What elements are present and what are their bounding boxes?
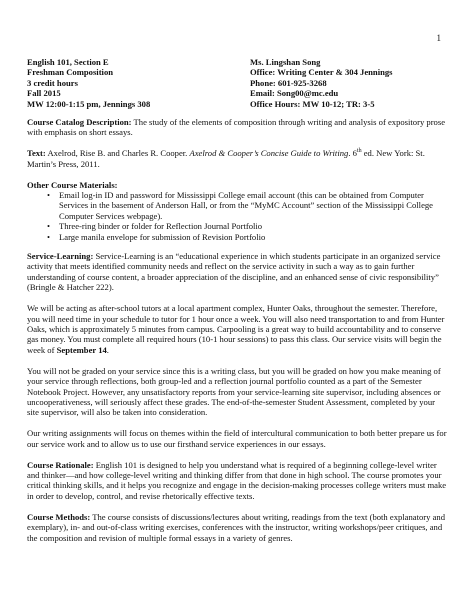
start-date: September 14: [56, 344, 107, 355]
text-edition-sup: th: [356, 148, 362, 155]
list-item: • Large manila envelope for submission of Revision Portfolio: [49, 232, 447, 242]
email: Email: Song00@mc.edu: [250, 88, 339, 99]
page-number: 1: [436, 33, 441, 43]
text-authors: Axelrod, Rise B. and Charles R. Cooper.: [45, 148, 190, 159]
assignments-paragraph: Our writing assignments will focus on themes within the field of intercultural communication to both better prepare us for our service work and to allow us to use our firsthand service experiences in our essays.: [27, 428, 447, 449]
text-title: Axelrod & Cooper’s Concise Guide to Writing: [189, 148, 349, 159]
course-info: [27, 57, 250, 109]
instructor-name: Ms. Lingshan Song: [250, 57, 321, 67]
term: Fall 2015: [27, 88, 61, 99]
service-learning: [27, 251, 447, 293]
service-learning-text: Service-Learning is an “educational experience in which students participate in an organized service activity that meets identified community needs and reflect on the service activity in such a way as to gain further understanding of course content, a broader appreciation of the discipline, and an enhanced sense of civic responsibility” (Bringle & Hatcher 222).: [27, 251, 441, 293]
rationale-label: Course Rationale:: [27, 459, 94, 470]
service-learning-label: Service-Learning:: [27, 251, 94, 262]
course-name: Freshman Composition: [27, 67, 114, 78]
tutoring-end: .: [106, 344, 109, 355]
text-publisher: ed. New York: St. Martin’s Press, 2011.: [27, 148, 425, 169]
office-location: Office: Writing Center & 304 Jennings: [250, 67, 393, 78]
credit-hours: 3 credit hours: [27, 77, 78, 88]
methods-label: Course Methods:: [27, 511, 91, 522]
catalog-description: [27, 117, 447, 138]
text-edition: . 6: [348, 148, 357, 159]
tutoring-paragraph: [27, 303, 447, 355]
meeting-time: MW 12:00-1:15 pm, Jennings 308: [27, 98, 151, 109]
tutoring-text: We will be acting as after-school tutors at a local apartment complex, Hunter Oaks, throughout the semester. Therefore, you will need time in your schedule to tutor for 1 hour once a week. You will also need transportation to and from Hunter Oaks, which is approximately 5 minutes from campus. Carpooling is a great way to build accountability and to conserve gas money. You must complete all required hours (10-1 hour sessions) to pass this class. Our service visits will begin the week of: [27, 303, 445, 355]
instructor-info: [250, 57, 447, 109]
course-methods: [27, 512, 447, 543]
materials-label: Other Course Materials:: [27, 179, 118, 190]
catalog-label: Course Catalog Description:: [27, 117, 132, 127]
office-hours: Office Hours: MW 10-12; TR: 3-5: [250, 98, 375, 109]
grading-paragraph: You will not be graded on your service since this is a writing class, but you will be graded on how you make meaning of your service through reflections, both group-led and a reflection journal portfolio counted as a part of the Semester Notebook Project. However, any unsatisfactory reports from your service-learning site supervisor, including absences or uncooperativeness, will seriously affect these grades. The end-of-the-semester Student Assessment, completed by your site supervisor, will also be taken into consideration.: [27, 365, 441, 418]
other-materials: [27, 180, 447, 242]
course-header: [27, 57, 447, 109]
list-item: • Three-ring binder or folder for Reflection Journal Portfolio: [49, 221, 447, 231]
materials-list: [27, 190, 447, 242]
catalog-text: The study of the elements of composition through writing and analysis of expository prose with emphasis on short essays.: [27, 117, 446, 138]
text-label: Text:: [27, 148, 46, 159]
textbook: [27, 148, 447, 169]
course-rationale: [27, 460, 447, 502]
methods-text: The course consists of discussions/lectures about writing, readings from the text (both explanatory and exemplary), in- and out-of-class writing exercises, conferences with the instructor, writing workshops/peer critiques, and the composition and revision of multiple formal essays in a variety of genres.: [27, 511, 445, 543]
rationale-text: English 101 is designed to help you understand what is required of a beginning college-level writer and thinker—and how college-level writing and thinking differ from that done in high school. The course promotes your critical thinking skills, and it helps you recognize and engage in the decision-making processes college writers must make in order to develop, control, and revise rhetorically effective texts.: [27, 459, 447, 501]
syllabus-body: [27, 117, 447, 553]
phone: Phone: 601-925-3268: [250, 77, 327, 88]
course-title: English 101, Section E: [27, 57, 109, 67]
list-item: • Email log-in ID and password for Mississippi College email account (this can be obtained from Computer Services in the basement of Anderson Hall, or from the “MyMC Account” section of the Mississippi College Computer Services webpage).: [49, 190, 447, 221]
